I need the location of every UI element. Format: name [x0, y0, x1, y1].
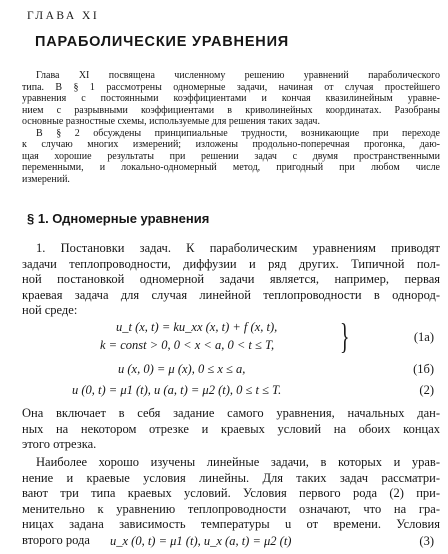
- text-line: второго рода: [22, 532, 90, 547]
- intro-line: измерений.: [22, 173, 70, 185]
- intro-line: типа. В § 1 рассмотрены одномерные задачи, начиная от случая простейшего: [22, 81, 440, 93]
- chapter-number: ГЛАВА XI: [27, 10, 100, 22]
- text-line: Она включает в себя задание самого уравнения, начальных дан-: [22, 406, 440, 420]
- equation-number-1a: (1а): [413, 330, 434, 344]
- text-line: ной постановкой одномерной задачи является, например, первая: [22, 272, 440, 286]
- text-line: 1. Постановки задач. К параболическим уравнениям приводят: [36, 241, 440, 255]
- paragraph-includes: [22, 406, 440, 453]
- paragraph-problem-statement: [22, 241, 440, 319]
- equation-number-3: (3): [419, 534, 434, 548]
- chapter-intro: [22, 70, 440, 185]
- text-line: ных на некотором отрезке и краевых условий на обоих концах: [22, 421, 440, 436]
- equation-number-1b: (1б): [413, 362, 434, 376]
- equation-3: u_x (0, t) = μ1 (t), u_x (a, t) = μ2 (t): [110, 534, 292, 548]
- text-line: этого отрезка.: [22, 437, 97, 451]
- section-heading: § 1. Одномерные уравнения: [27, 211, 210, 226]
- intro-line: основные разностные схемы, используемые для решения таких задач.: [22, 116, 320, 127]
- equation-1b: u (x, 0) = μ (x), 0 ≤ x ≤ a,: [118, 362, 246, 376]
- text-line: ной среде:: [22, 303, 78, 317]
- text-line: вают три типа краевых условий. Условия первого рода (2) при-: [22, 486, 440, 500]
- text-line: краевая задача для случая линейной теплопроводности в однород-: [22, 287, 440, 302]
- equation-2: u (0, t) = μ1 (t), u (a, t) = μ2 (t), 0 ≤ t ≤ T.: [72, 383, 282, 397]
- text-line: ницах задана зависимость температуры u от времени. Условия: [22, 517, 440, 531]
- equation-number-2: (2): [419, 383, 434, 397]
- text-line: менительно к уравнению теплопроводности означают, что на гра-: [22, 501, 440, 516]
- equation-1a-line1: u_t (x, t) = ku_xx (x, t) + f (x, t),: [116, 320, 278, 334]
- intro-line: щая хорошие результаты при решении задач с двумя пространственными: [22, 150, 440, 162]
- chapter-title: ПАРАБОЛИЧЕСКИЕ УРАВНЕНИЯ: [35, 34, 290, 50]
- equation-brace: }: [340, 316, 350, 356]
- intro-line: к случаю многих измерений; изложены продольно-поперечная прогонка, даю-: [22, 139, 440, 150]
- intro-line: нием с разрывными коэффициентами в криволинейных координатах. Разобраны: [22, 104, 440, 116]
- text-line: нение и краевые условия линейны. Для таких задач рассматри-: [22, 470, 440, 485]
- text-line: задачи теплопроводности, диффузии и ряд других. Типичной пол-: [22, 256, 440, 271]
- intro-line: уравнения с постоянными коэффициентами и кончая квазилинейным уравне-: [22, 93, 440, 104]
- text-line: Наиболее хорошо изучены линейные задачи, в которых и урав-: [36, 455, 440, 469]
- intro-line: переменными, и локально-одномерный метод, пригодный при любом числе: [22, 162, 440, 173]
- equation-1a-line2: k = const > 0, 0 < x < a, 0 < t ≤ T,: [100, 338, 275, 352]
- intro-line: В § 2 обсуждены принципиальные трудности, возникающие при переходе: [36, 127, 440, 139]
- intro-line: Глава XI посвящена численному решению уравнений параболического: [36, 70, 440, 81]
